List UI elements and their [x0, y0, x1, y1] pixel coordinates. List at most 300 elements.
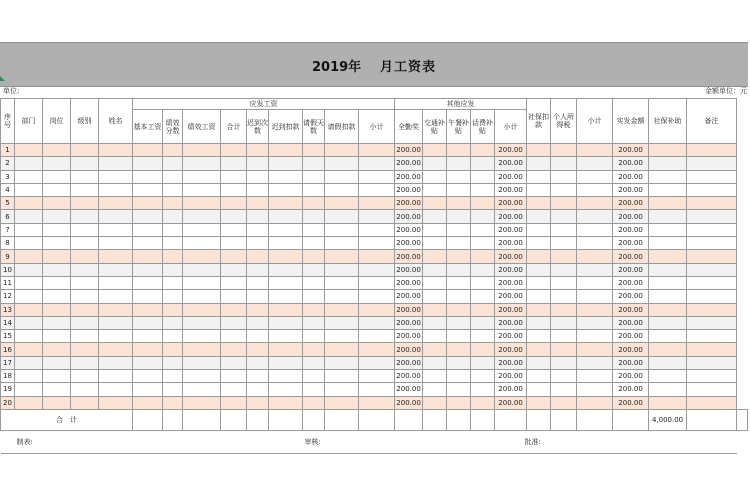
- cell-social-deduct[interactable]: [527, 157, 551, 170]
- cell-dept[interactable]: [15, 144, 43, 157]
- cell-no[interactable]: 8: [1, 237, 15, 250]
- cell-subtotal2[interactable]: 200.00: [495, 210, 527, 223]
- cell-leave-days[interactable]: [303, 303, 325, 316]
- cell-remark[interactable]: [687, 263, 737, 276]
- cell-level[interactable]: [71, 316, 99, 329]
- cell-phone[interactable]: [471, 223, 495, 236]
- cell-perf-score[interactable]: [163, 370, 183, 383]
- cell-net-pay[interactable]: 200.00: [613, 343, 649, 356]
- cell-remark[interactable]: [687, 396, 737, 409]
- cell-subtotal1[interactable]: [359, 157, 395, 170]
- cell-phone[interactable]: [471, 197, 495, 210]
- cell-sum[interactable]: [221, 396, 247, 409]
- cell-late-count[interactable]: [247, 290, 269, 303]
- cell-social-subsidy[interactable]: [649, 263, 687, 276]
- cell-leave-deduct[interactable]: [325, 157, 359, 170]
- cell-level[interactable]: [71, 157, 99, 170]
- total-cell[interactable]: [613, 409, 649, 430]
- cell-subtotal1[interactable]: [359, 343, 395, 356]
- cell-social-subsidy[interactable]: [649, 210, 687, 223]
- cell-remark[interactable]: [687, 144, 737, 157]
- cell-name[interactable]: [99, 170, 133, 183]
- cell-leave-days[interactable]: [303, 237, 325, 250]
- cell-social-deduct[interactable]: [527, 343, 551, 356]
- cell-no[interactable]: 18: [1, 370, 15, 383]
- cell-name[interactable]: [99, 250, 133, 263]
- cell-subtotal3[interactable]: [577, 263, 613, 276]
- cell-social-subsidy[interactable]: [649, 197, 687, 210]
- cell-traffic[interactable]: [423, 290, 447, 303]
- cell-social-deduct[interactable]: [527, 197, 551, 210]
- cell-no[interactable]: 5: [1, 197, 15, 210]
- cell-level[interactable]: [71, 223, 99, 236]
- cell-full-attend[interactable]: 200.00: [395, 263, 423, 276]
- cell-dept[interactable]: [15, 263, 43, 276]
- cell-name[interactable]: [99, 183, 133, 196]
- cell-net-pay[interactable]: 200.00: [613, 303, 649, 316]
- total-cell[interactable]: [269, 409, 303, 430]
- cell-base[interactable]: [133, 223, 163, 236]
- cell-late-deduct[interactable]: [269, 197, 303, 210]
- cell-leave-deduct[interactable]: [325, 330, 359, 343]
- cell-income-tax[interactable]: [551, 343, 577, 356]
- cell-net-pay[interactable]: 200.00: [613, 223, 649, 236]
- cell-leave-days[interactable]: [303, 290, 325, 303]
- cell-subtotal1[interactable]: [359, 250, 395, 263]
- cell-leave-deduct[interactable]: [325, 370, 359, 383]
- cell-base[interactable]: [133, 356, 163, 369]
- cell-full-attend[interactable]: 200.00: [395, 303, 423, 316]
- cell-remark[interactable]: [687, 223, 737, 236]
- cell-phone[interactable]: [471, 343, 495, 356]
- cell-perf-score[interactable]: [163, 276, 183, 289]
- cell-traffic[interactable]: [423, 370, 447, 383]
- cell-lunch[interactable]: [447, 303, 471, 316]
- cell-sum[interactable]: [221, 223, 247, 236]
- cell-subtotal2[interactable]: 200.00: [495, 237, 527, 250]
- cell-no[interactable]: 12: [1, 290, 15, 303]
- cell-full-attend[interactable]: 200.00: [395, 290, 423, 303]
- cell-net-pay[interactable]: 200.00: [613, 396, 649, 409]
- cell-lunch[interactable]: [447, 263, 471, 276]
- cell-base[interactable]: [133, 263, 163, 276]
- cell-name[interactable]: [99, 210, 133, 223]
- cell-late-count[interactable]: [247, 370, 269, 383]
- cell-dept[interactable]: [15, 290, 43, 303]
- cell-post[interactable]: [43, 356, 71, 369]
- cell-lunch[interactable]: [447, 183, 471, 196]
- cell-late-count[interactable]: [247, 316, 269, 329]
- cell-late-count[interactable]: [247, 170, 269, 183]
- cell-dept[interactable]: [15, 170, 43, 183]
- cell-net-pay[interactable]: 200.00: [613, 370, 649, 383]
- cell-phone[interactable]: [471, 370, 495, 383]
- cell-income-tax[interactable]: [551, 210, 577, 223]
- total-cell[interactable]: [247, 409, 269, 430]
- cell-social-deduct[interactable]: [527, 144, 551, 157]
- cell-traffic[interactable]: [423, 157, 447, 170]
- cell-post[interactable]: [43, 263, 71, 276]
- cell-perf-pay[interactable]: [183, 223, 221, 236]
- cell-perf-score[interactable]: [163, 144, 183, 157]
- cell-dept[interactable]: [15, 223, 43, 236]
- cell-sum[interactable]: [221, 144, 247, 157]
- cell-leave-deduct[interactable]: [325, 290, 359, 303]
- cell-social-subsidy[interactable]: [649, 383, 687, 396]
- cell-subtotal2[interactable]: 200.00: [495, 276, 527, 289]
- cell-full-attend[interactable]: 200.00: [395, 383, 423, 396]
- cell-sum[interactable]: [221, 383, 247, 396]
- cell-income-tax[interactable]: [551, 197, 577, 210]
- cell-phone[interactable]: [471, 183, 495, 196]
- cell-level[interactable]: [71, 396, 99, 409]
- cell-remark[interactable]: [687, 370, 737, 383]
- total-cell[interactable]: [133, 409, 163, 430]
- cell-no[interactable]: 7: [1, 223, 15, 236]
- cell-traffic[interactable]: [423, 356, 447, 369]
- cell-subtotal2[interactable]: 200.00: [495, 316, 527, 329]
- cell-traffic[interactable]: [423, 316, 447, 329]
- cell-income-tax[interactable]: [551, 250, 577, 263]
- cell-leave-days[interactable]: [303, 396, 325, 409]
- cell-perf-score[interactable]: [163, 223, 183, 236]
- cell-social-subsidy[interactable]: [649, 330, 687, 343]
- cell-leave-days[interactable]: [303, 250, 325, 263]
- cell-social-subsidy[interactable]: [649, 303, 687, 316]
- cell-perf-score[interactable]: [163, 356, 183, 369]
- cell-subtotal3[interactable]: [577, 330, 613, 343]
- total-cell[interactable]: [303, 409, 325, 430]
- cell-subtotal3[interactable]: [577, 223, 613, 236]
- cell-post[interactable]: [43, 183, 71, 196]
- cell-remark[interactable]: [687, 303, 737, 316]
- cell-perf-pay[interactable]: [183, 157, 221, 170]
- cell-no[interactable]: 10: [1, 263, 15, 276]
- cell-traffic[interactable]: [423, 330, 447, 343]
- cell-dept[interactable]: [15, 330, 43, 343]
- cell-leave-deduct[interactable]: [325, 316, 359, 329]
- cell-social-deduct[interactable]: [527, 356, 551, 369]
- cell-late-count[interactable]: [247, 144, 269, 157]
- total-cell[interactable]: [577, 409, 613, 430]
- total-cell[interactable]: [527, 409, 551, 430]
- cell-social-deduct[interactable]: [527, 396, 551, 409]
- cell-social-deduct[interactable]: [527, 210, 551, 223]
- cell-late-deduct[interactable]: [269, 157, 303, 170]
- cell-full-attend[interactable]: 200.00: [395, 343, 423, 356]
- cell-phone[interactable]: [471, 316, 495, 329]
- cell-perf-pay[interactable]: [183, 370, 221, 383]
- cell-dept[interactable]: [15, 157, 43, 170]
- cell-income-tax[interactable]: [551, 144, 577, 157]
- cell-leave-days[interactable]: [303, 183, 325, 196]
- cell-post[interactable]: [43, 303, 71, 316]
- cell-lunch[interactable]: [447, 370, 471, 383]
- cell-social-subsidy[interactable]: [649, 316, 687, 329]
- cell-post[interactable]: [43, 316, 71, 329]
- cell-leave-days[interactable]: [303, 276, 325, 289]
- cell-subtotal1[interactable]: [359, 144, 395, 157]
- cell-sum[interactable]: [221, 210, 247, 223]
- cell-income-tax[interactable]: [551, 396, 577, 409]
- cell-lunch[interactable]: [447, 157, 471, 170]
- cell-social-subsidy[interactable]: [649, 183, 687, 196]
- total-label[interactable]: 合 计: [1, 409, 133, 430]
- total-cell[interactable]: [359, 409, 395, 430]
- cell-net-pay[interactable]: 200.00: [613, 290, 649, 303]
- cell-sum[interactable]: [221, 303, 247, 316]
- cell-leave-days[interactable]: [303, 343, 325, 356]
- cell-phone[interactable]: [471, 170, 495, 183]
- cell-dept[interactable]: [15, 210, 43, 223]
- cell-full-attend[interactable]: 200.00: [395, 356, 423, 369]
- cell-social-subsidy[interactable]: [649, 276, 687, 289]
- cell-traffic[interactable]: [423, 343, 447, 356]
- cell-subtotal2[interactable]: 200.00: [495, 383, 527, 396]
- cell-leave-deduct[interactable]: [325, 343, 359, 356]
- cell-leave-deduct[interactable]: [325, 144, 359, 157]
- cell-lunch[interactable]: [447, 250, 471, 263]
- cell-remark[interactable]: [687, 330, 737, 343]
- cell-full-attend[interactable]: 200.00: [395, 183, 423, 196]
- cell-leave-days[interactable]: [303, 157, 325, 170]
- cell-social-deduct[interactable]: [527, 383, 551, 396]
- cell-leave-deduct[interactable]: [325, 223, 359, 236]
- cell-subtotal2[interactable]: 200.00: [495, 223, 527, 236]
- cell-social-deduct[interactable]: [527, 237, 551, 250]
- cell-phone[interactable]: [471, 263, 495, 276]
- cell-full-attend[interactable]: 200.00: [395, 197, 423, 210]
- cell-remark[interactable]: [687, 250, 737, 263]
- cell-income-tax[interactable]: [551, 223, 577, 236]
- cell-sum[interactable]: [221, 157, 247, 170]
- cell-subtotal3[interactable]: [577, 157, 613, 170]
- cell-social-subsidy[interactable]: [649, 144, 687, 157]
- cell-subtotal1[interactable]: [359, 237, 395, 250]
- cell-late-count[interactable]: [247, 223, 269, 236]
- cell-subtotal2[interactable]: 200.00: [495, 356, 527, 369]
- cell-name[interactable]: [99, 223, 133, 236]
- cell-subtotal3[interactable]: [577, 250, 613, 263]
- cell-post[interactable]: [43, 290, 71, 303]
- cell-remark[interactable]: [687, 290, 737, 303]
- cell-net-pay[interactable]: 200.00: [613, 330, 649, 343]
- cell-full-attend[interactable]: 200.00: [395, 144, 423, 157]
- cell-phone[interactable]: [471, 276, 495, 289]
- cell-perf-pay[interactable]: [183, 356, 221, 369]
- cell-remark[interactable]: [687, 383, 737, 396]
- cell-sum[interactable]: [221, 250, 247, 263]
- total-cell[interactable]: [551, 409, 577, 430]
- cell-phone[interactable]: [471, 144, 495, 157]
- cell-no[interactable]: 3: [1, 170, 15, 183]
- cell-base[interactable]: [133, 383, 163, 396]
- cell-full-attend[interactable]: 200.00: [395, 157, 423, 170]
- cell-perf-score[interactable]: [163, 263, 183, 276]
- cell-leave-deduct[interactable]: [325, 197, 359, 210]
- cell-level[interactable]: [71, 144, 99, 157]
- cell-dept[interactable]: [15, 237, 43, 250]
- cell-base[interactable]: [133, 290, 163, 303]
- cell-full-attend[interactable]: 200.00: [395, 223, 423, 236]
- cell-no[interactable]: 1: [1, 144, 15, 157]
- total-cell[interactable]: [183, 409, 221, 430]
- cell-subtotal1[interactable]: [359, 356, 395, 369]
- cell-subtotal3[interactable]: [577, 276, 613, 289]
- cell-leave-deduct[interactable]: [325, 170, 359, 183]
- cell-lunch[interactable]: [447, 210, 471, 223]
- cell-late-count[interactable]: [247, 197, 269, 210]
- cell-perf-score[interactable]: [163, 303, 183, 316]
- cell-phone[interactable]: [471, 303, 495, 316]
- cell-level[interactable]: [71, 263, 99, 276]
- cell-lunch[interactable]: [447, 223, 471, 236]
- cell-traffic[interactable]: [423, 303, 447, 316]
- cell-lunch[interactable]: [447, 276, 471, 289]
- cell-phone[interactable]: [471, 356, 495, 369]
- cell-perf-score[interactable]: [163, 170, 183, 183]
- cell-no[interactable]: 19: [1, 383, 15, 396]
- cell-perf-pay[interactable]: [183, 396, 221, 409]
- cell-sum[interactable]: [221, 170, 247, 183]
- cell-late-count[interactable]: [247, 250, 269, 263]
- total-cell[interactable]: [471, 409, 495, 430]
- cell-leave-deduct[interactable]: [325, 396, 359, 409]
- cell-subtotal3[interactable]: [577, 343, 613, 356]
- cell-social-subsidy[interactable]: [649, 356, 687, 369]
- cell-traffic[interactable]: [423, 263, 447, 276]
- cell-dept[interactable]: [15, 250, 43, 263]
- cell-subtotal3[interactable]: [577, 183, 613, 196]
- cell-remark[interactable]: [687, 157, 737, 170]
- cell-late-deduct[interactable]: [269, 250, 303, 263]
- total-cell[interactable]: [221, 409, 247, 430]
- cell-social-subsidy[interactable]: [649, 223, 687, 236]
- cell-social-subsidy[interactable]: [649, 370, 687, 383]
- cell-late-deduct[interactable]: [269, 303, 303, 316]
- cell-remark[interactable]: [687, 210, 737, 223]
- cell-no[interactable]: 20: [1, 396, 15, 409]
- cell-remark[interactable]: [687, 343, 737, 356]
- cell-late-count[interactable]: [247, 276, 269, 289]
- cell-late-deduct[interactable]: [269, 223, 303, 236]
- cell-lunch[interactable]: [447, 197, 471, 210]
- cell-perf-pay[interactable]: [183, 290, 221, 303]
- total-cell[interactable]: [163, 409, 183, 430]
- cell-name[interactable]: [99, 276, 133, 289]
- cell-subtotal1[interactable]: [359, 263, 395, 276]
- cell-name[interactable]: [99, 290, 133, 303]
- cell-net-pay[interactable]: 200.00: [613, 144, 649, 157]
- cell-leave-days[interactable]: [303, 330, 325, 343]
- cell-name[interactable]: [99, 303, 133, 316]
- cell-perf-pay[interactable]: [183, 183, 221, 196]
- cell-social-deduct[interactable]: [527, 250, 551, 263]
- cell-social-subsidy[interactable]: [649, 290, 687, 303]
- cell-subtotal2[interactable]: 200.00: [495, 370, 527, 383]
- cell-base[interactable]: [133, 343, 163, 356]
- cell-social-subsidy[interactable]: [649, 396, 687, 409]
- cell-subtotal1[interactable]: [359, 383, 395, 396]
- cell-dept[interactable]: [15, 370, 43, 383]
- cell-income-tax[interactable]: [551, 290, 577, 303]
- cell-late-deduct[interactable]: [269, 383, 303, 396]
- cell-perf-pay[interactable]: [183, 170, 221, 183]
- cell-subtotal1[interactable]: [359, 276, 395, 289]
- cell-income-tax[interactable]: [551, 330, 577, 343]
- cell-late-deduct[interactable]: [269, 370, 303, 383]
- cell-dept[interactable]: [15, 343, 43, 356]
- cell-level[interactable]: [71, 370, 99, 383]
- cell-perf-score[interactable]: [163, 237, 183, 250]
- cell-level[interactable]: [71, 210, 99, 223]
- cell-subtotal1[interactable]: [359, 210, 395, 223]
- cell-base[interactable]: [133, 303, 163, 316]
- cell-subtotal3[interactable]: [577, 290, 613, 303]
- cell-late-deduct[interactable]: [269, 276, 303, 289]
- cell-level[interactable]: [71, 356, 99, 369]
- cell-net-pay[interactable]: 200.00: [613, 276, 649, 289]
- cell-traffic[interactable]: [423, 396, 447, 409]
- cell-subtotal3[interactable]: [577, 210, 613, 223]
- cell-subtotal1[interactable]: [359, 197, 395, 210]
- cell-perf-score[interactable]: [163, 197, 183, 210]
- cell-net-pay[interactable]: 200.00: [613, 170, 649, 183]
- cell-subtotal1[interactable]: [359, 303, 395, 316]
- cell-net-pay[interactable]: 200.00: [613, 183, 649, 196]
- cell-lunch[interactable]: [447, 343, 471, 356]
- cell-subtotal2[interactable]: 200.00: [495, 263, 527, 276]
- cell-level[interactable]: [71, 250, 99, 263]
- cell-social-deduct[interactable]: [527, 170, 551, 183]
- cell-post[interactable]: [43, 223, 71, 236]
- cell-subtotal3[interactable]: [577, 170, 613, 183]
- cell-net-pay[interactable]: 200.00: [613, 316, 649, 329]
- cell-perf-score[interactable]: [163, 396, 183, 409]
- cell-name[interactable]: [99, 396, 133, 409]
- cell-sum[interactable]: [221, 290, 247, 303]
- cell-post[interactable]: [43, 237, 71, 250]
- cell-name[interactable]: [99, 157, 133, 170]
- cell-no[interactable]: 15: [1, 330, 15, 343]
- cell-social-deduct[interactable]: [527, 263, 551, 276]
- cell-sum[interactable]: [221, 276, 247, 289]
- total-cell[interactable]: [737, 409, 748, 430]
- cell-perf-pay[interactable]: [183, 197, 221, 210]
- cell-level[interactable]: [71, 330, 99, 343]
- cell-base[interactable]: [133, 330, 163, 343]
- cell-perf-score[interactable]: [163, 183, 183, 196]
- cell-no[interactable]: 9: [1, 250, 15, 263]
- cell-social-subsidy[interactable]: [649, 237, 687, 250]
- cell-perf-pay[interactable]: [183, 276, 221, 289]
- cell-dept[interactable]: [15, 303, 43, 316]
- cell-social-deduct[interactable]: [527, 370, 551, 383]
- cell-perf-pay[interactable]: [183, 316, 221, 329]
- cell-perf-score[interactable]: [163, 330, 183, 343]
- cell-post[interactable]: [43, 157, 71, 170]
- cell-full-attend[interactable]: 200.00: [395, 316, 423, 329]
- cell-perf-pay[interactable]: [183, 343, 221, 356]
- cell-phone[interactable]: [471, 237, 495, 250]
- cell-level[interactable]: [71, 303, 99, 316]
- cell-social-deduct[interactable]: [527, 330, 551, 343]
- cell-income-tax[interactable]: [551, 276, 577, 289]
- cell-late-deduct[interactable]: [269, 330, 303, 343]
- cell-dept[interactable]: [15, 197, 43, 210]
- cell-late-deduct[interactable]: [269, 183, 303, 196]
- cell-social-deduct[interactable]: [527, 223, 551, 236]
